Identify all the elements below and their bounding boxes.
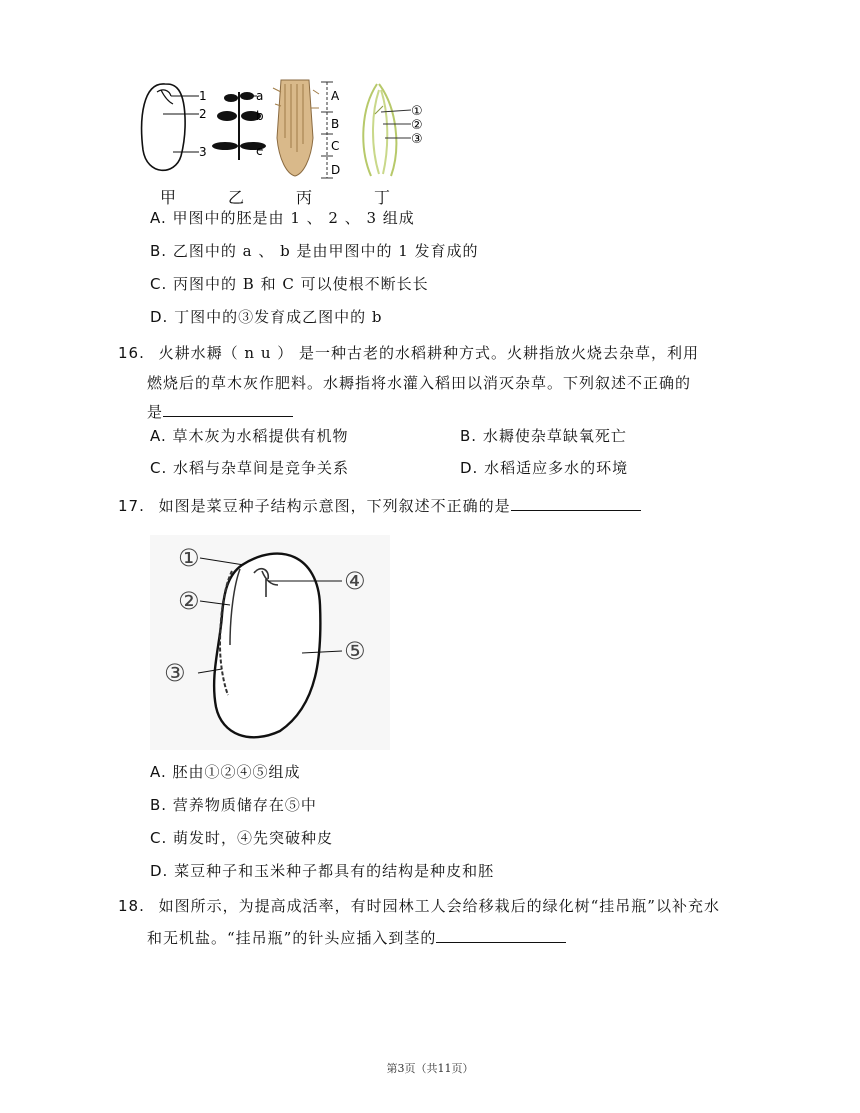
option-letter: B.	[150, 796, 168, 814]
q18-line-1	[118, 896, 720, 916]
q15-option-a[interactable]	[150, 208, 415, 228]
option-letter: C.	[150, 275, 168, 293]
option-text: 草木灰为水稻提供有机物	[172, 427, 349, 445]
question-text: 和无机盐。“挂吊瓶”的针头应插入到茎的	[147, 929, 437, 947]
ding-label-2: ②	[411, 118, 423, 133]
answer-blank[interactable]	[163, 400, 293, 417]
bing-label-d: D	[331, 163, 341, 177]
option-letter: C.	[150, 459, 168, 477]
option-text: 乙图中的 a 、 b 是由甲图中的 1 发育成的	[172, 242, 479, 260]
question-number: 17.	[118, 497, 145, 515]
q15-option-d[interactable]	[150, 307, 382, 327]
question-number: 18.	[118, 897, 145, 915]
caption-jia: 甲	[160, 188, 177, 207]
caption-yi: 乙	[228, 188, 245, 207]
question-text: 是	[147, 403, 164, 421]
bing-label-a: A	[331, 89, 340, 103]
seed-growth-figure	[135, 78, 445, 188]
caption-ding: 丁	[374, 188, 391, 207]
option-text: 水耨使杂草缺氧死亡	[482, 427, 627, 445]
option-text: 水稻适应多水的环境	[484, 459, 629, 477]
option-letter: C.	[150, 829, 168, 847]
q17-option-c[interactable]	[150, 828, 333, 848]
option-text: 水稻与杂草间是竞争关系	[173, 459, 350, 477]
bean-label-5: ⑤	[344, 637, 366, 665]
option-letter: B.	[150, 242, 168, 260]
q16-line-2: 燃烧后的草木灰作肥料。水耨指将水灌入稻田以消灭杂草。下列叙述不正确的	[147, 374, 692, 392]
question-text: 火耕水耨（ n u ） 是一种古老的水稻耕种方式。火耕指放火烧去杂草，利用	[158, 344, 700, 362]
q18-line-2	[147, 926, 566, 948]
figure-yi	[212, 89, 266, 160]
question-text: 如图所示，为提高成活率，有时园林工人会给移栽后的绿化树“挂吊瓶”以补充水	[158, 897, 720, 915]
q16-line-3	[147, 400, 293, 422]
q17-option-b[interactable]	[150, 795, 317, 815]
ding-label-3: ③	[411, 132, 423, 147]
page-footer: 第3页（共11页）	[386, 1062, 474, 1075]
bean-seed-figure	[150, 535, 390, 750]
q15-option-c[interactable]	[150, 274, 429, 294]
caption-bing: 丙	[296, 188, 313, 207]
q17-stem	[118, 494, 641, 516]
q16-option-a[interactable]	[150, 426, 349, 446]
bean-label-1: ①	[178, 544, 200, 572]
answer-blank[interactable]	[436, 926, 566, 943]
figure-bing	[273, 80, 340, 178]
q16-option-c[interactable]	[150, 458, 349, 478]
figure-jia	[142, 84, 207, 170]
figure-ding	[363, 84, 422, 176]
yi-label-c: c	[256, 144, 263, 158]
jia-label-3: 3	[199, 145, 207, 159]
option-letter: D.	[150, 308, 169, 326]
q17-option-a[interactable]	[150, 762, 301, 782]
option-letter: D.	[150, 862, 169, 880]
bing-label-c: C	[331, 139, 340, 153]
option-letter: A.	[150, 209, 167, 227]
q17-option-d[interactable]	[150, 861, 494, 881]
option-text: 胚由①②④⑤组成	[172, 763, 301, 781]
ding-label-1: ①	[411, 104, 423, 119]
bean-label-3: ③	[164, 659, 186, 687]
question-text: 如图是菜豆种子结构示意图，下列叙述不正确的是	[158, 497, 511, 515]
option-text: 丁图中的③发育成乙图中的 b	[174, 308, 383, 326]
bean-label-2: ②	[178, 587, 200, 615]
option-text: 丙图中的 B 和 C 可以使根不断长长	[173, 275, 429, 293]
option-text: 甲图中的胚是由 1 、 2 、 3 组成	[172, 209, 415, 227]
option-text: 萌发时，④先突破种皮	[173, 829, 334, 847]
bean-label-4: ④	[344, 567, 366, 595]
option-letter: D.	[460, 459, 479, 477]
option-letter: B.	[460, 427, 478, 445]
q15-option-b[interactable]	[150, 241, 479, 261]
jia-label-1: 1	[199, 89, 207, 103]
yi-label-b: b	[256, 109, 264, 123]
option-letter: A.	[150, 427, 167, 445]
q16-option-d[interactable]	[460, 458, 628, 478]
answer-blank[interactable]	[511, 494, 641, 511]
jia-label-2: 2	[199, 107, 207, 121]
q16-option-b[interactable]	[460, 426, 627, 446]
q16-line-1	[118, 343, 699, 363]
option-letter: A.	[150, 763, 167, 781]
option-text: 菜豆种子和玉米种子都具有的结构是种皮和胚	[174, 862, 495, 880]
option-text: 营养物质储存在⑤中	[172, 796, 317, 814]
question-number: 16.	[118, 344, 145, 362]
yi-label-a: a	[256, 89, 264, 103]
bing-label-b: B	[331, 117, 340, 131]
